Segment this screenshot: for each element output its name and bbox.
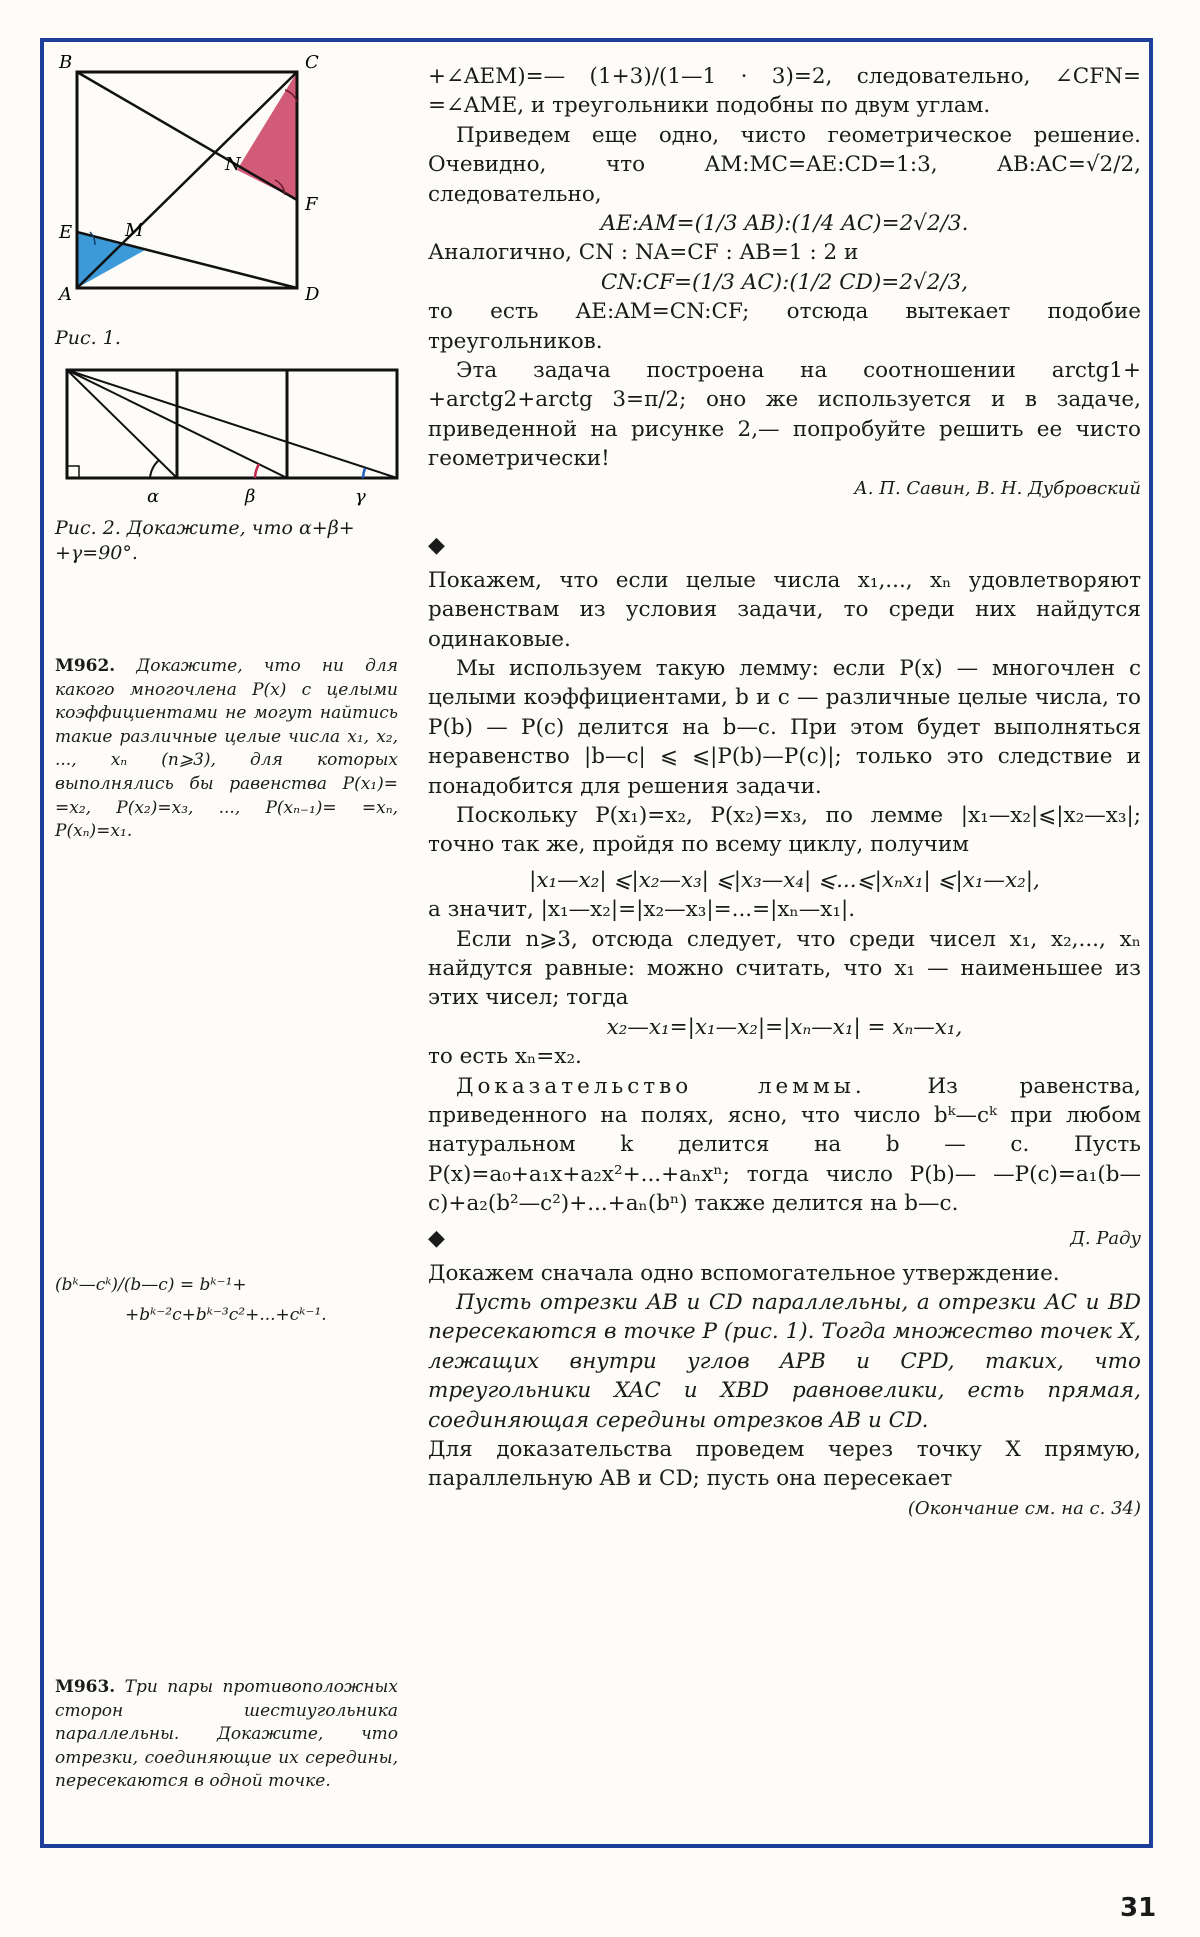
label-e: E bbox=[59, 222, 73, 243]
label-c: C bbox=[305, 52, 319, 73]
radu-signature-row bbox=[428, 1219, 1141, 1259]
author-savin-dubrovsky: А. П. Савин, В. Н. Дубровский bbox=[854, 477, 1141, 499]
paragraph-12: Из равенства, приведенного на полях, ясно, что число bᵏ—cᵏ при любом натуральном k делится на b — c. Пусть P(x)=a₀+a₁x+a₂x²+...+aₙxⁿ; тогда число P(b)— —P(c)=a₁(b—c)+a₂(b²—c²)+...+aₙ(bⁿ) также делится на b—c. bbox=[428, 1073, 1141, 1217]
paragraph-4: то есть AE:AM=CN:CF; отсюда вытекает подобие треугольников. bbox=[428, 299, 1141, 354]
figure-1 bbox=[55, 50, 405, 351]
label-b: B bbox=[59, 52, 73, 73]
label-f: F bbox=[305, 194, 318, 215]
figure-2-caption: Рис. 2. Докажите, что α+β+ +γ=90°. bbox=[55, 517, 355, 564]
section-diamond-1: ◆ bbox=[428, 532, 445, 558]
paragraph-6: Покажем, что если целые числа x₁,..., xₙ удовлетворяют равенствам из условия задачи, то среди них найдутся одинаковые. bbox=[428, 567, 1141, 652]
label-alpha: α bbox=[147, 486, 160, 507]
lemma-proof-heading: Доказательство леммы. bbox=[456, 1073, 866, 1099]
problem-m962 bbox=[55, 655, 398, 844]
author-radu: Д. Раду bbox=[1070, 1227, 1141, 1249]
label-n: N bbox=[225, 154, 241, 175]
paragraph-15: Для доказательства проведем через точку X прямую, параллельную AB и CD; пусть она пересекает bbox=[428, 1437, 1141, 1492]
paragraph-10: Если n⩾3, отсюда следует, что среди чисел x₁, x₂,..., xₙ найдутся равные: можно считать, что x₁ — наименьшее из этих чисел; тогда bbox=[428, 926, 1141, 1011]
formula-4: x₂—x₁=|x₁—x₂|=|xₙ—x₁| = xₙ—x₁, bbox=[606, 1014, 963, 1040]
formula-2: CN:CF=(1/3 AC):(1/2 CD)=2√2/3, bbox=[600, 269, 969, 295]
figure-1-drawing bbox=[55, 50, 355, 320]
label-gamma: γ bbox=[355, 486, 366, 507]
label-d: D bbox=[305, 284, 320, 305]
label-m: M bbox=[125, 220, 144, 241]
margin-formula-line1: (bᵏ—cᵏ)/(b—c) = bᵏ⁻¹+ bbox=[55, 1275, 247, 1295]
paragraph-9: а значит, |x₁—x₂|=|x₂—x₃|=...=|xₙ—x₁|. bbox=[428, 897, 856, 923]
paragraph-3: Аналогично, CN : NA=CF : AB=1 : 2 и bbox=[428, 240, 859, 266]
figure-2-drawing bbox=[55, 350, 405, 510]
paragraph-7: Мы используем такую лемму: если P(x) — многочлен с целыми коэффициентами, b и c — различные целые числа, то P(b) — P(c) делится на b—c. При этом будет выполняться неравенство |b—c| ⩽ ⩽|P(b)—P(c)|; только это следствие и понадобится для решения задачи. bbox=[428, 655, 1141, 799]
paragraph-11: то есть xₙ=x₂. bbox=[428, 1044, 582, 1070]
section-diamond-2: ◆ bbox=[428, 1225, 445, 1251]
formula-1: AE:AM=(1/3 AB):(1/4 AC)=2√2/3. bbox=[600, 211, 969, 237]
main-column bbox=[428, 62, 1141, 1523]
paragraph-1: +∠AEM)=— (1+3)/(1—1 · 3)=2, следовательно, ∠CFN= =∠AME, и треугольники подобны по двум углам. bbox=[428, 64, 1141, 119]
problem-m962-text: Докажите, что ни для какого многочлена P(x) с целыми коэффициентами не могут найтись такие различные целые числа x₁, x₂, ..., xₙ (n⩾3), для которых выполнялись бы равенства P(x₁)= =x₂, P(x₂)=x₃, ..., P(xₙ₋₁)= =xₙ, P(xₙ)=x₁. bbox=[55, 656, 399, 842]
margin-formula-line2: +bᵏ⁻²c+bᵏ⁻³c²+...+cᵏ⁻¹. bbox=[125, 1305, 327, 1325]
paragraph-5: Эта задача построена на соотношении arctg1+ +arctg2+arctg 3=π/2; оно же используется и в задаче, приведенной на рисунке 2,— попробуйте решить ее чисто геометрически! bbox=[428, 358, 1141, 472]
page-number: 31 bbox=[1120, 1893, 1157, 1923]
problem-m963-label: М963. bbox=[55, 1677, 116, 1697]
problem-m963 bbox=[55, 1676, 398, 1794]
margin-formula bbox=[55, 1270, 405, 1330]
continuation-note: (Окончание см. на с. 34) bbox=[907, 1497, 1141, 1519]
label-beta: β bbox=[245, 486, 256, 507]
paragraph-14: Пусть отрезки AB и CD параллельны, а отрезки AC и BD пересекаются в точке P (рис. 1). Тогда множество точек X, лежащих внутри углов APB и CPD, таких, что треугольники XAC и XBD равновелики, есть прямая, соединяющая середины отрезков AB и CD. bbox=[428, 1290, 1141, 1433]
paragraph-13: Докажем сначала одно вспомогательное утверждение. bbox=[428, 1260, 1060, 1286]
paragraph-2: Приведем еще одно, чисто геометрическое решение. Очевидно, что AM:MC=AE:CD=1:3, AB:AC=√2/2, следовательно, bbox=[428, 122, 1141, 207]
label-a: A bbox=[59, 284, 72, 305]
formula-3: |x₁—x₂| ⩽|x₂—x₃| ⩽|x₃—x₄| ⩽...⩽|xₙx₁| ⩽|x₁—x₂|, bbox=[529, 867, 1040, 893]
problem-m962-label: М962. bbox=[55, 656, 116, 676]
paragraph-8: Поскольку P(x₁)=x₂, P(x₂)=x₃, по лемме |x₁—x₂|⩽|x₂—x₃|; точно так же, пройдя по всему циклу, получим bbox=[428, 802, 1141, 858]
figure-1-caption: Рис. 1. bbox=[55, 327, 121, 349]
problem-m963-text: Три пары противоположных сторон шестиугольника параллельны. Докажите, что отрезки, соединяющие их середины, пересекаются в одной точке. bbox=[55, 1677, 398, 1792]
figure-2 bbox=[55, 350, 405, 566]
